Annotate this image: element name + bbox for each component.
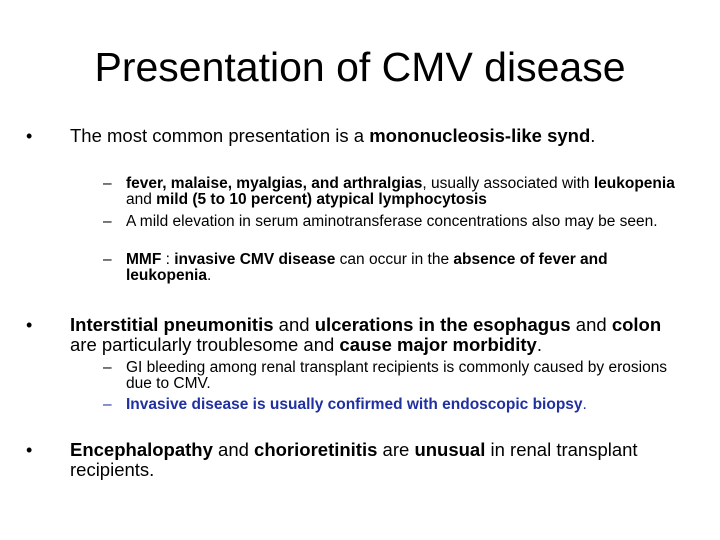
- dash-mark: –: [103, 175, 112, 192]
- slide-title: Presentation of CMV disease: [94, 44, 626, 90]
- sub-bullet-1-text: fever, malaise, myalgias, and arthralgias, usually associated with leukopenia and mild (5 to 10 percent) atypical lymphocytosis: [126, 175, 675, 208]
- dash-mark: –: [103, 251, 112, 268]
- sub-bullet-4-text: GI bleeding among renal transplant recipients is commonly caused by erosions due to CMV.: [126, 359, 668, 392]
- bullet-mark: •: [26, 315, 33, 335]
- dash-mark: –: [103, 396, 112, 413]
- bullet-mark: •: [26, 126, 33, 146]
- sub-bullet-3-text: MMF : invasive CMV disease can occur in the absence of fever and leukopenia.: [126, 251, 608, 284]
- bullet-1: [26, 126, 686, 146]
- bullet-1-text: The most common presentation is a mononucleosis-like synd.: [70, 125, 596, 146]
- sub-bullet-2-text: A mild elevation in serum aminotransferase concentrations also may be seen.: [126, 213, 658, 230]
- sub-bullet-5: [103, 397, 683, 413]
- bullet-2-text: Interstitial pneumonitis and ulcerations in the esophagus and colon are particularly troublesome and cause major morbidity.: [70, 314, 662, 355]
- dash-mark: –: [103, 213, 112, 230]
- sub-bullet-3: [103, 252, 683, 284]
- bullet-mark: •: [26, 440, 33, 460]
- bullet-2: [26, 315, 686, 355]
- sub-bullet-5-text: Invasive disease is usually confirmed with endoscopic biopsy.: [126, 396, 587, 413]
- bullet-3: [26, 440, 686, 480]
- sub-bullet-4: [103, 360, 683, 392]
- sub-bullet-2: [103, 214, 683, 230]
- sub-bullet-1: [103, 176, 683, 208]
- dash-mark: –: [103, 359, 112, 376]
- bullet-3-text: Encephalopathy and chorioretinitis are unusual in renal transplant recipients.: [70, 439, 638, 480]
